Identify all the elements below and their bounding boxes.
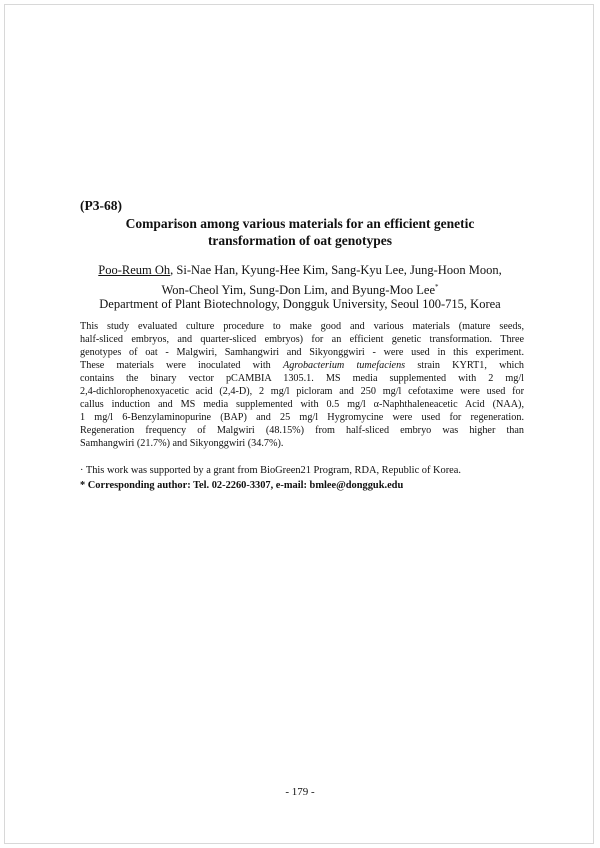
- abstract-line: 1 mg/l 6-Benzylaminopurine (BAP) and 25 mg/l Hygromycine were used for regeneration.: [80, 412, 524, 423]
- poster-code: (P3-68): [80, 198, 122, 213]
- abstract: [80, 320, 524, 450]
- abstract-line: callus induction and MS media supplemented with 0.5 mg/l α-Naphthaleneacetic Acid (NAA),: [80, 399, 524, 410]
- paper-title-line-2: transformation of oat genotypes: [207, 233, 393, 248]
- funding-note: · This work was supported by a grant from BioGreen21 Program, RDA, Republic of Korea.: [80, 465, 462, 476]
- co-authors-cont: Won-Cheol Yim, Sung-Don Lim, and Byung-Moo Lee: [161, 283, 435, 298]
- corresponding-author-note: * Corresponding author: Tel. 02-2260-3307, e-mail: bmlee@dongguk.edu: [80, 480, 404, 491]
- paper-title-line-1: Comparison among various materials for an efficient genetic: [125, 216, 475, 231]
- species-name: Agrobacterium tumefaciens: [282, 360, 406, 371]
- abstract-text: strain KYRT1, which: [405, 360, 524, 371]
- abstract-line: 2,4-dichlorophenoxyacetic acid (2,4-D), 2 mg/l picloram and 250 mg/l cefotaxime were used for: [80, 386, 524, 397]
- page-number: - 179 -: [285, 786, 315, 798]
- author-list-line-1: [60, 262, 540, 279]
- co-authors: , Si-Nae Han, Kyung-Hee Kim, Sang-Kyu Lee, Jung-Hoon Moon,: [170, 263, 502, 277]
- affiliation: Department of Plant Biotechnology, Dongguk University, Seoul 100-715, Korea: [99, 297, 501, 311]
- abstract-line: half-sliced embryos, and quarter-sliced embryos) for an efficient genetic transformation. Three: [80, 334, 524, 345]
- abstract-line: Regeneration frequency of Malgwiri (48.15%) from half-sliced embryo was higher than: [80, 425, 524, 436]
- abstract-line: [80, 359, 524, 372]
- abstract-text: These materials were inoculated with: [80, 360, 283, 371]
- abstract-line: Samhangwiri (21.7%) and Sikyonggwiri (34.7%).: [80, 438, 284, 449]
- abstract-line: genotypes of oat - Malgwiri, Samhangwiri and Sikyonggwiri - were used in this experiment.: [80, 347, 524, 358]
- first-author: Poo-Reum Oh: [98, 263, 171, 277]
- corresponding-mark: *: [435, 283, 439, 291]
- abstract-line: contains the binary vector pCAMBIA 1305.1. MS media supplemented with 2 mg/l: [80, 373, 524, 384]
- abstract-line: This study evaluated culture procedure to make good and various materials (mature seeds,: [80, 321, 524, 332]
